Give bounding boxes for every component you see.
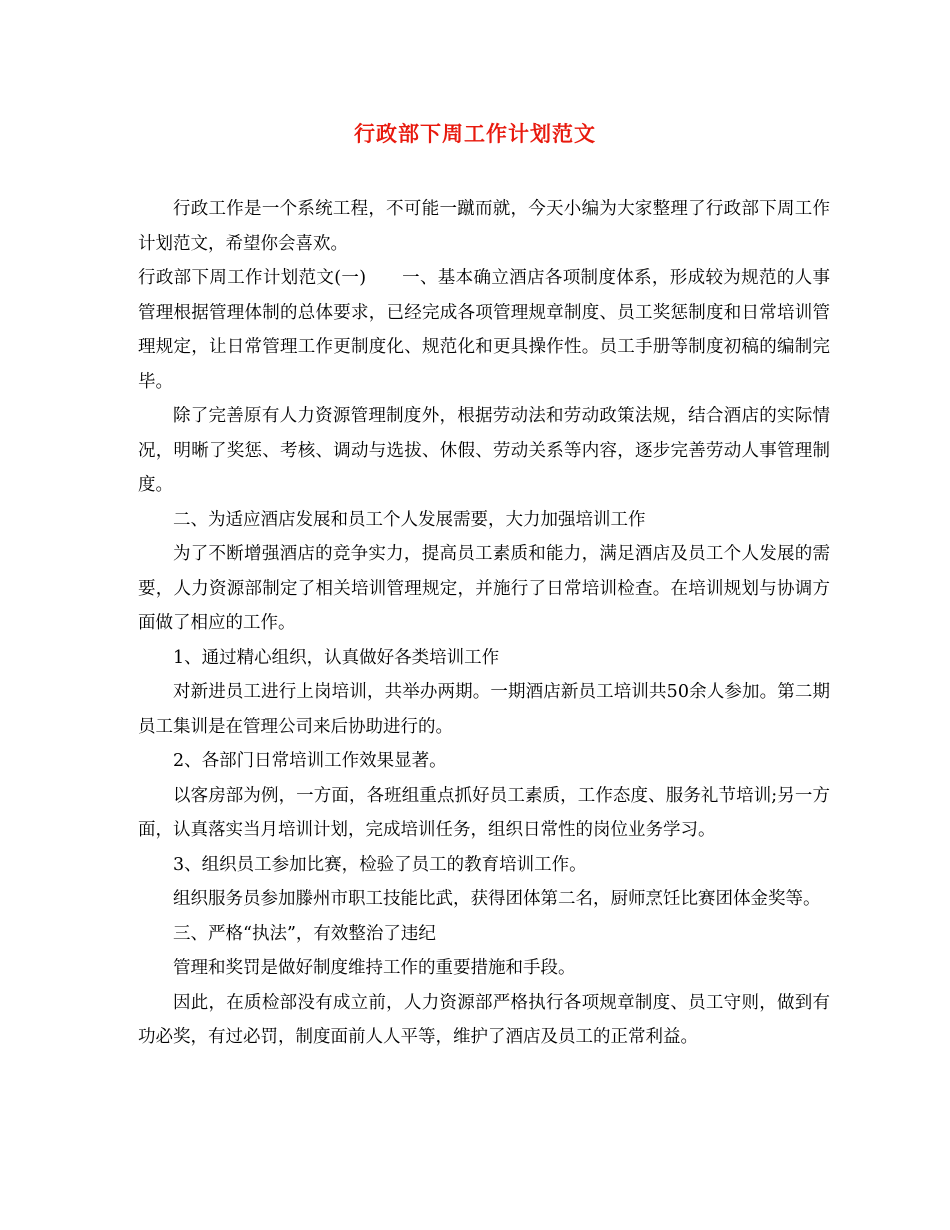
paragraph-enforcement: 因此，在质检部没有成立前，人力资源部严格执行各项规章制度、员工守则，做到有功必奖，有过必罚，制度面前人人平等，维护了酒店及员工的正常利益。 bbox=[138, 992, 830, 1047]
paragraph-intro: 行政工作是一个系统工程，不可能一蹴而就，今天小编为大家整理了行政部下周工作计划范文，希望你会喜欢。 bbox=[138, 199, 830, 254]
paragraph-housekeeping: 以客房部为例，一方面，各班组重点抓好员工素质，工作态度、服务礼节培训;另一方面，认真落实当月培训计划，完成培训任务，组织日常性的岗位业务学习。 bbox=[138, 785, 830, 840]
section-heading-discipline: 三、严格“执法”，有效整治了违纪 bbox=[173, 923, 436, 944]
document-title: 行政部下周工作计划范文 bbox=[354, 121, 596, 146]
paragraph-plan-one: 行政部下周工作计划范文(一) 一、基本确立酒店各项制度体系，形成较为规范的人事管理根据管理体制的总体要求，已经完成各项管理规章制度、员工奖惩制度和日常培训管理规定，让日常管理工作更制度化、规范化和更具操作性。员工手册等制度初稿的编制完毕。 bbox=[138, 268, 830, 392]
paragraph-competition: 组织服务员参加滕州市职工技能比武，获得团体第二名，厨师烹饪比赛团体金奖等。 bbox=[173, 889, 821, 909]
paragraph-hr-rules: 除了完善原有人力资源管理制度外，根据劳动法和劳动政策法规，结合酒店的实际情况，明晰了奖惩、考核、调动与选拔、休假、劳动关系等内容，逐步完善劳动人事管理制度。 bbox=[138, 406, 830, 495]
item-heading-1: 1、通过精心组织，认真做好各类培训工作 bbox=[173, 647, 500, 668]
item-heading-2: 2、各部门日常培训工作效果显著。 bbox=[173, 751, 447, 771]
paragraph-management: 管理和奖罚是做好制度维持工作的重要措施和手段。 bbox=[173, 958, 576, 978]
paragraph-training: 为了不断增强酒店的竞争实力，提高员工素质和能力，满足酒店及员工个人发展的需要，人力资源部制定了相关培训管理规定，并施行了日常培训检查。在培训规划与协调方面做了相应的工作。 bbox=[138, 544, 830, 633]
item-heading-3: 3、组织员工参加比赛，检验了员工的教育培训工作。 bbox=[173, 854, 587, 875]
paragraph-new-staff: 对新进员工进行上岗培训，共举办两期。一期酒店新员工培训共50余人参加。第二期员工集训是在管理公司来后协助进行的。 bbox=[138, 682, 830, 737]
section-heading-training: 二、为适应酒店发展和员工个人发展需要，大力加强培训工作 bbox=[173, 509, 646, 530]
document-body bbox=[138, 192, 830, 1055]
